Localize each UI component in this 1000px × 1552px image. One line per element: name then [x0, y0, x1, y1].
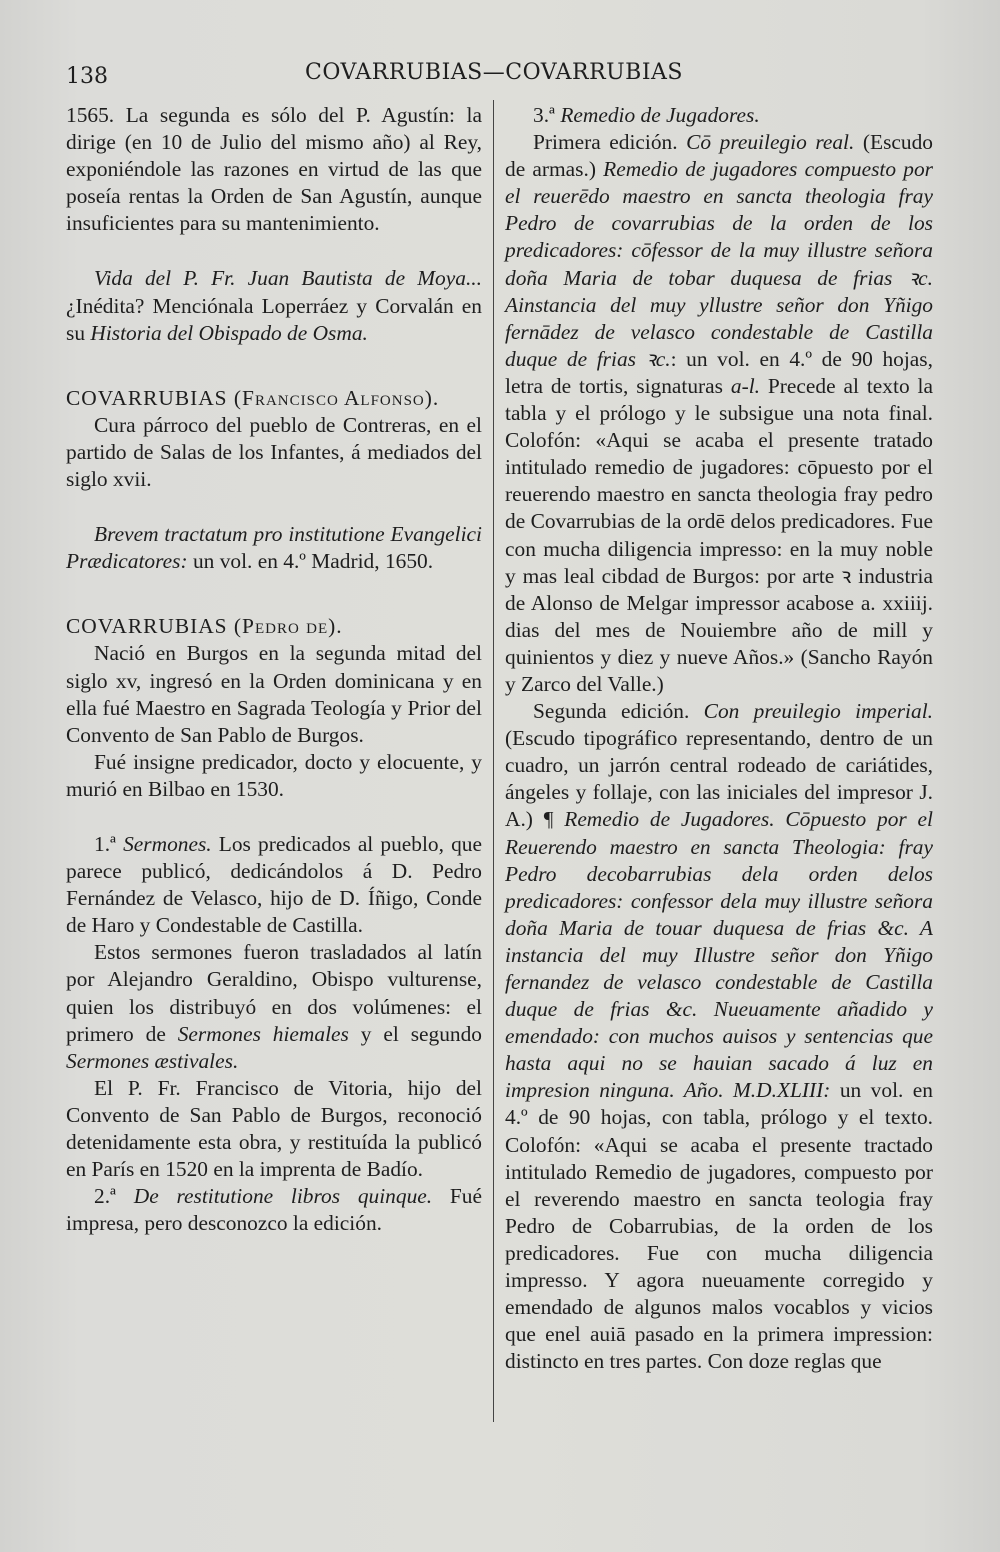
paragraph-second-edition: Segunda edición. Con preuilegio imperial. (Escudo tipográfico representando, dentro de un cuadro, un jarrón central rodeado de cariátides, ángeles y follaje, con las iniciales del impresor J. A.) ¶ Remedio de Jugadores. Cōpuesto por el Reuerendo maestro en sancta Theologia: fray Pedro decobarrubias dela orden delos predicadores: confessor dela muy illustre señora doña Maria de touar duquesa de frias &c. A instancia del muy Illustre señor don Yñigo fernandez de velasco condestable de Castilla duque de frias &c. Nueuamente añadido y emendado: con muchos auisos y sentencias que hasta aqui no se hauian sacado á luz en impresion ninguna. Año. M.D.XLIII: un vol. en 4.º de 90 hojas, con tabla, prólogo y el texto. Colofón: «Aqui se acaba el presente tractado intitulado Remedio de jugadores, compuesto por el reverendo maestro en sancta teologia fray Pedro de Cobarrubias, de la orden de los predicadores. Fue con mucha diligencia impresso. Y agora nueuamente corregido y emendado de algunos malos vocablos y vicios que enel auiā pasado en la primera impression: distincto en tres partes. Con doze reglas que	[505, 699, 933, 1374]
left-column	[66, 102, 482, 1237]
page-number: 138	[66, 64, 108, 89]
entry-heading-francisco: COVARRUBIAS (Francisco Alfonso).	[66, 385, 440, 410]
column-divider	[493, 100, 494, 1422]
running-title: COVARRUBIAS—COVARRUBIAS	[305, 60, 684, 85]
title-brevem: Brevem tractatum pro institutione Evangelici Prædicatores:	[66, 522, 482, 574]
title-sermones: Sermones.	[123, 831, 212, 856]
entry-heading-pedro: COVARRUBIAS (Pedro de).	[66, 614, 343, 639]
paragraph-vida: Vida del P. Fr. Juan Bautista de Moya... ¿Inédita? Menciónala Loperráez y Corvalán en su Historia del Obispado de Osma.	[66, 266, 482, 345]
paragraph-first-edition: Primera edición. Cō preuilegio real. (Escudo de armas.) Remedio de jugadores compuesto por el reuerēdo maestro en sancta theologia fray Pedro de covarrubias de la orden de los predicadores: cōfessor de la muy illustre señora doña Maria de tobar duquesa de frias ꝛc. Ainstancia del muy yllustre señor don Yñigo fernādez de velasco condestable de Castilla duque de frias ꝛc.: un vol. en 4.º de 90 hojas, letra de tortis, signaturas a-l. Precede al texto la tabla y el prólogo y le subsigue una nota final. Colofón: «Aqui se acaba el presente tratado intitulado remedio de jugadores: cōpuesto por el reuerendo maestro en sancta theologia fray pedro de Covarrubias de la ordē delos predicadores. Fue con mucha diligencia impresso: en la muy noble y mas leal cibdad de Burgos: por arte ꝛ industria de Alonso de Melgar impressor acabose a. xxiiij. dias del mes de Nouiembre año de mill y quinientos y diez y nueve Años.» (Sancho Rayón y Zarco del Valle.)	[505, 130, 933, 696]
title-vida: Vida del P. Fr. Juan Bautista de Moya...	[94, 266, 482, 291]
title-remedio: Remedio de Jugadores.	[560, 103, 760, 127]
paragraph-francisco-bio: Cura párroco del pueblo de Contreras, en el partido de Salas de los Infantes, á mediados del siglo xvii.	[66, 412, 482, 492]
title-historia: Historia del Obispado de Osma.	[90, 320, 368, 345]
paragraph-translation: Estos sermones fueron trasladados al latín por Alejandro Geraldino, Obispo vulturense, quien los distribuyó en dos volúmenes: el primero de Sermones hiemales y el segundo Sermones æstivales.	[66, 940, 482, 1073]
paragraph-sermones: 1.ª Sermones. Los predicados al pueblo, que parece publicó, dedicándolos á D. Pedro Fernández de Velasco, hijo de D. Íñigo, Conde de Haro y Condestable de Castilla.	[66, 831, 482, 938]
paragraph-pedro-death: Fué insigne predicador, docto y elocuente, y murió en Bilbao en 1530.	[66, 749, 482, 801]
paragraph-pedro-bio: Nació en Burgos en la segunda mitad del siglo xv, ingresó en la Orden dominicana y en ella fué Maestro en Sagrada Teología y Prior del Convento de San Pablo de Burgos.	[66, 641, 482, 747]
title-restitutione: De restitutione libros quinque.	[133, 1184, 433, 1209]
paragraph-vitoria: El P. Fr. Francisco de Vitoria, hijo del Convento de San Pablo de Burgos, reconoció detenidamente esta obra, y restituída la publicó en París en 1520 en la imprenta de Badío.	[66, 1075, 482, 1182]
right-column	[505, 102, 933, 1375]
paragraph-continuation: 1565. La segunda es sólo del P. Agustín: la dirige (en 10 de Julio del mismo año) al Rey, exponiéndole las razones en virtud de las que poseía rentas la Orden de San Agustín, aunque insuficientes para su mantenimiento.	[66, 103, 482, 236]
paragraph-remedio-heading: 3.ª Remedio de Jugadores.	[533, 103, 760, 127]
paragraph-brevem: Brevem tractatum pro institutione Evangelici Prædicatores: un vol. en 4.º Madrid, 1650.	[66, 522, 482, 574]
paragraph-restitutione: 2.ª De restitutione libros quinque. Fué impresa, pero desconozco la edición.	[66, 1184, 482, 1236]
